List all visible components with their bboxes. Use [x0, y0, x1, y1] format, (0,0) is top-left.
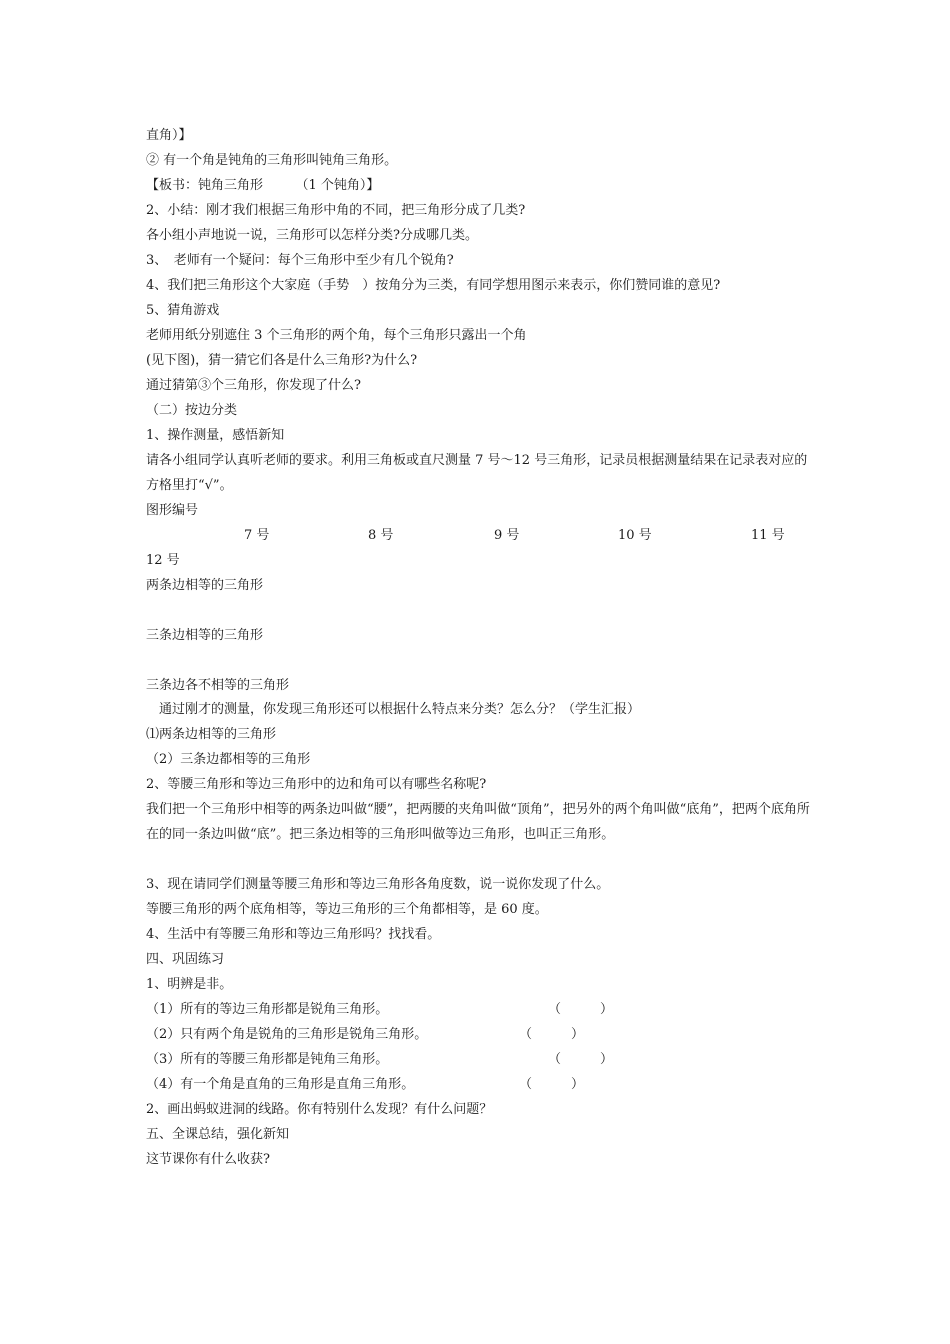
- table-header-cell: 7 号: [244, 528, 270, 543]
- text-line: 各小组小声地说一说，三角形可以怎样分类?分成哪几类。: [146, 228, 478, 243]
- table-header-cell: 8 号: [368, 528, 394, 543]
- table-header-cell: 9 号: [494, 528, 520, 543]
- text-line: 通过猜第③个三角形，你发现了什么?: [146, 378, 361, 393]
- table-header-cell: 11 号: [751, 528, 785, 543]
- section-heading: 五、全课总结，强化新知: [146, 1127, 290, 1142]
- section-heading: 1、明辨是非。: [146, 977, 233, 992]
- table-row-label: 两条边相等的三角形: [146, 578, 264, 593]
- text-line: 2、画出蚂蚁进洞的线路。你有特别什么发现？有什么问题？: [146, 1102, 493, 1117]
- answer-blank: （ ）: [519, 1027, 585, 1042]
- table-row-label: 三条边相等的三角形: [146, 628, 264, 643]
- text-line: 2、小结：刚才我们根据三角形中角的不同，把三角形分成了几类?: [146, 203, 526, 218]
- text-line: 4、我们把三角形这个大家庭（手势 ）按角分为三类，有同学想用图示来表示，你们赞同谁的意见?: [146, 278, 721, 293]
- text-line: 4、生活中有等腰三角形和等边三角形吗？找找看。: [146, 927, 441, 942]
- text-line: ⑴两条边相等的三角形: [146, 727, 277, 742]
- text-line: （2）三条边都相等的三角形: [146, 752, 311, 767]
- text-line: ② 有一个角是钝角的三角形叫钝角三角形。: [146, 153, 398, 168]
- text-line: 等腰三角形的两个底角相等，等边三角形的三个角都相等，是 60 度。: [146, 902, 548, 917]
- paragraph: 请各小组同学认真听老师的要求。利用三角板或直尺测量 7 号～12 号三角形，记录员根据测量结果在记录表对应的方格里打“√”。: [146, 453, 808, 493]
- exercise-item: （1）所有的等边三角形都是锐角三角形。: [146, 1002, 389, 1017]
- text-line: 3、现在请同学们测量等腰三角形和等边三角形各角度数，说一说你发现了什么。: [146, 877, 610, 892]
- answer-blank: （ ）: [548, 1002, 614, 1017]
- table-header-cell: 10 号: [618, 528, 652, 543]
- text-line: 这节课你有什么收获?: [146, 1152, 270, 1167]
- section-heading: 四、巩固练习: [146, 952, 225, 967]
- table-label: 图形编号: [146, 503, 199, 518]
- text-line: 直角）】: [146, 128, 192, 143]
- table-row-label: 三条边各不相等的三角形: [146, 678, 290, 693]
- table-header-cell: 12 号: [146, 553, 180, 568]
- text-line: 2、等腰三角形和等边三角形中的边和角可以有哪些名称呢?: [146, 777, 487, 792]
- answer-blank: （ ）: [519, 1077, 585, 1092]
- paragraph: 我们把一个三角形中相等的两条边叫做“腰”，把两腰的夹角叫做“顶角”，把另外的两个角叫做“底角”，把两个底角所在的同一条边叫做“底”。把三条边相等的三角形叫做等边三角形，也叫正三角形。: [146, 802, 810, 842]
- text-line: 老师用纸分别遮住 3 个三角形的两个角，每个三角形只露出一个角: [146, 328, 527, 343]
- section-heading: 1、操作测量，感悟新知: [146, 428, 285, 443]
- blackboard-note: 【板书：钝角三角形 （1 个钝角）】: [146, 178, 380, 193]
- text-line: 通过刚才的测量，你发现三角形还可以根据什么特点来分类？怎么分？（学生汇报）: [146, 702, 641, 717]
- answer-blank: （ ）: [548, 1052, 614, 1067]
- text-line: (见下图)，猜一猜它们各是什么三角形?为什么?: [146, 353, 418, 368]
- section-heading: 5、猜角游戏: [146, 303, 220, 318]
- section-heading: （二）按边分类: [146, 403, 238, 418]
- exercise-item: （4）有一个角是直角的三角形是直角三角形。: [146, 1077, 415, 1092]
- text-line: 3、 老师有一个疑问：每个三角形中至少有几个锐角?: [146, 253, 454, 268]
- exercise-item: （2）只有两个角是锐角的三角形是锐角三角形。: [146, 1027, 428, 1042]
- exercise-item: （3）所有的等腰三角形都是钝角三角形。: [146, 1052, 389, 1067]
